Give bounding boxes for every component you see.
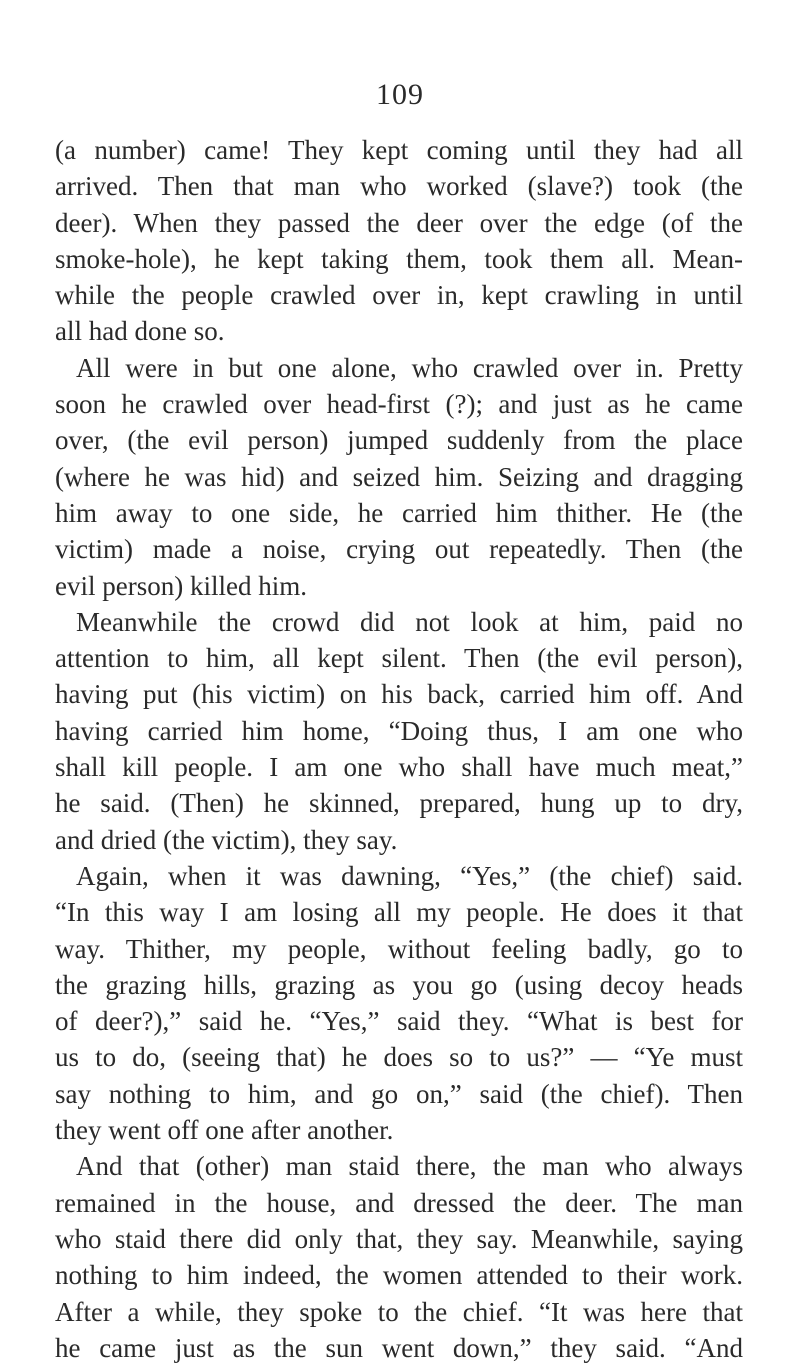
text-line: him away to one side, he carried him thither. He (the bbox=[55, 497, 743, 528]
text-line: deer). When they passed the deer over the edge (of the bbox=[55, 207, 743, 238]
body-text bbox=[55, 132, 743, 1366]
text-line: us to do, (seeing that) he does so to us?” — “Ye must bbox=[55, 1042, 743, 1073]
text-line: All were in but one alone, who crawled over in. Pretty bbox=[76, 352, 743, 383]
text-line: Again, when it was dawning, “Yes,” (the chief) said. bbox=[76, 860, 743, 891]
text-line: Meanwhile the crowd did not look at him, paid no bbox=[76, 606, 743, 637]
text-line: (where he was hid) and seized him. Seizing and dragging bbox=[55, 461, 743, 492]
text-line: evil person) killed him. bbox=[55, 570, 307, 601]
text-line: who staid there did only that, they say. Meanwhile, saying bbox=[55, 1223, 743, 1254]
text-line: over, (the evil person) jumped suddenly from the place bbox=[55, 425, 743, 456]
text-line: smoke-hole), he kept taking them, took them all. Mean- bbox=[55, 243, 743, 274]
text-line: having put (his victim) on his back, carried him off. And bbox=[55, 679, 743, 710]
text-line: shall kill people. I am one who shall have much meat,” bbox=[55, 752, 743, 783]
text-line: he came just as the sun went down,” they said. “And bbox=[55, 1332, 743, 1363]
text-line: and dried (the victim), they say. bbox=[55, 824, 398, 855]
text-line: victim) made a noise, crying out repeatedly. Then (the bbox=[55, 534, 743, 565]
text-line: And that (other) man staid there, the man who always bbox=[76, 1151, 743, 1182]
text-line: say nothing to him, and go on,” said (the chief). Then bbox=[55, 1078, 743, 1109]
text-line: attention to him, all kept silent. Then (the evil person), bbox=[55, 643, 743, 674]
text-line: soon he crawled over head-first (?); and just as he came bbox=[55, 389, 743, 420]
text-line: way. Thither, my people, without feeling badly, go to bbox=[55, 933, 743, 964]
page-number: 109 bbox=[376, 78, 424, 111]
text-line: arrived. Then that man who worked (slave?) took (the bbox=[55, 171, 743, 202]
text-line: while the people crawled over in, kept crawling in until bbox=[55, 280, 743, 311]
text-line: he said. (Then) he skinned, prepared, hung up to dry, bbox=[55, 788, 743, 819]
text-line: (a number) came! They kept coming until they had all bbox=[55, 135, 743, 165]
text-line: nothing to him indeed, the women attended to their work. bbox=[55, 1260, 743, 1291]
text-line: they went off one after another. bbox=[55, 1115, 394, 1146]
text-line: After a while, they spoke to the chief. “It was here that bbox=[55, 1296, 743, 1327]
text-line: having carried him home, “Doing thus, I am one who bbox=[55, 715, 743, 746]
text-line: of deer?),” said he. “Yes,” said they. “What is best for bbox=[55, 1006, 743, 1037]
text-line: “In this way I am losing all my people. He does it that bbox=[55, 897, 743, 928]
text-line: all had done so. bbox=[55, 316, 225, 347]
text-line: the grazing hills, grazing as you go (using decoy heads bbox=[55, 969, 743, 1000]
text-line: remained in the house, and dressed the deer. The man bbox=[55, 1187, 743, 1218]
